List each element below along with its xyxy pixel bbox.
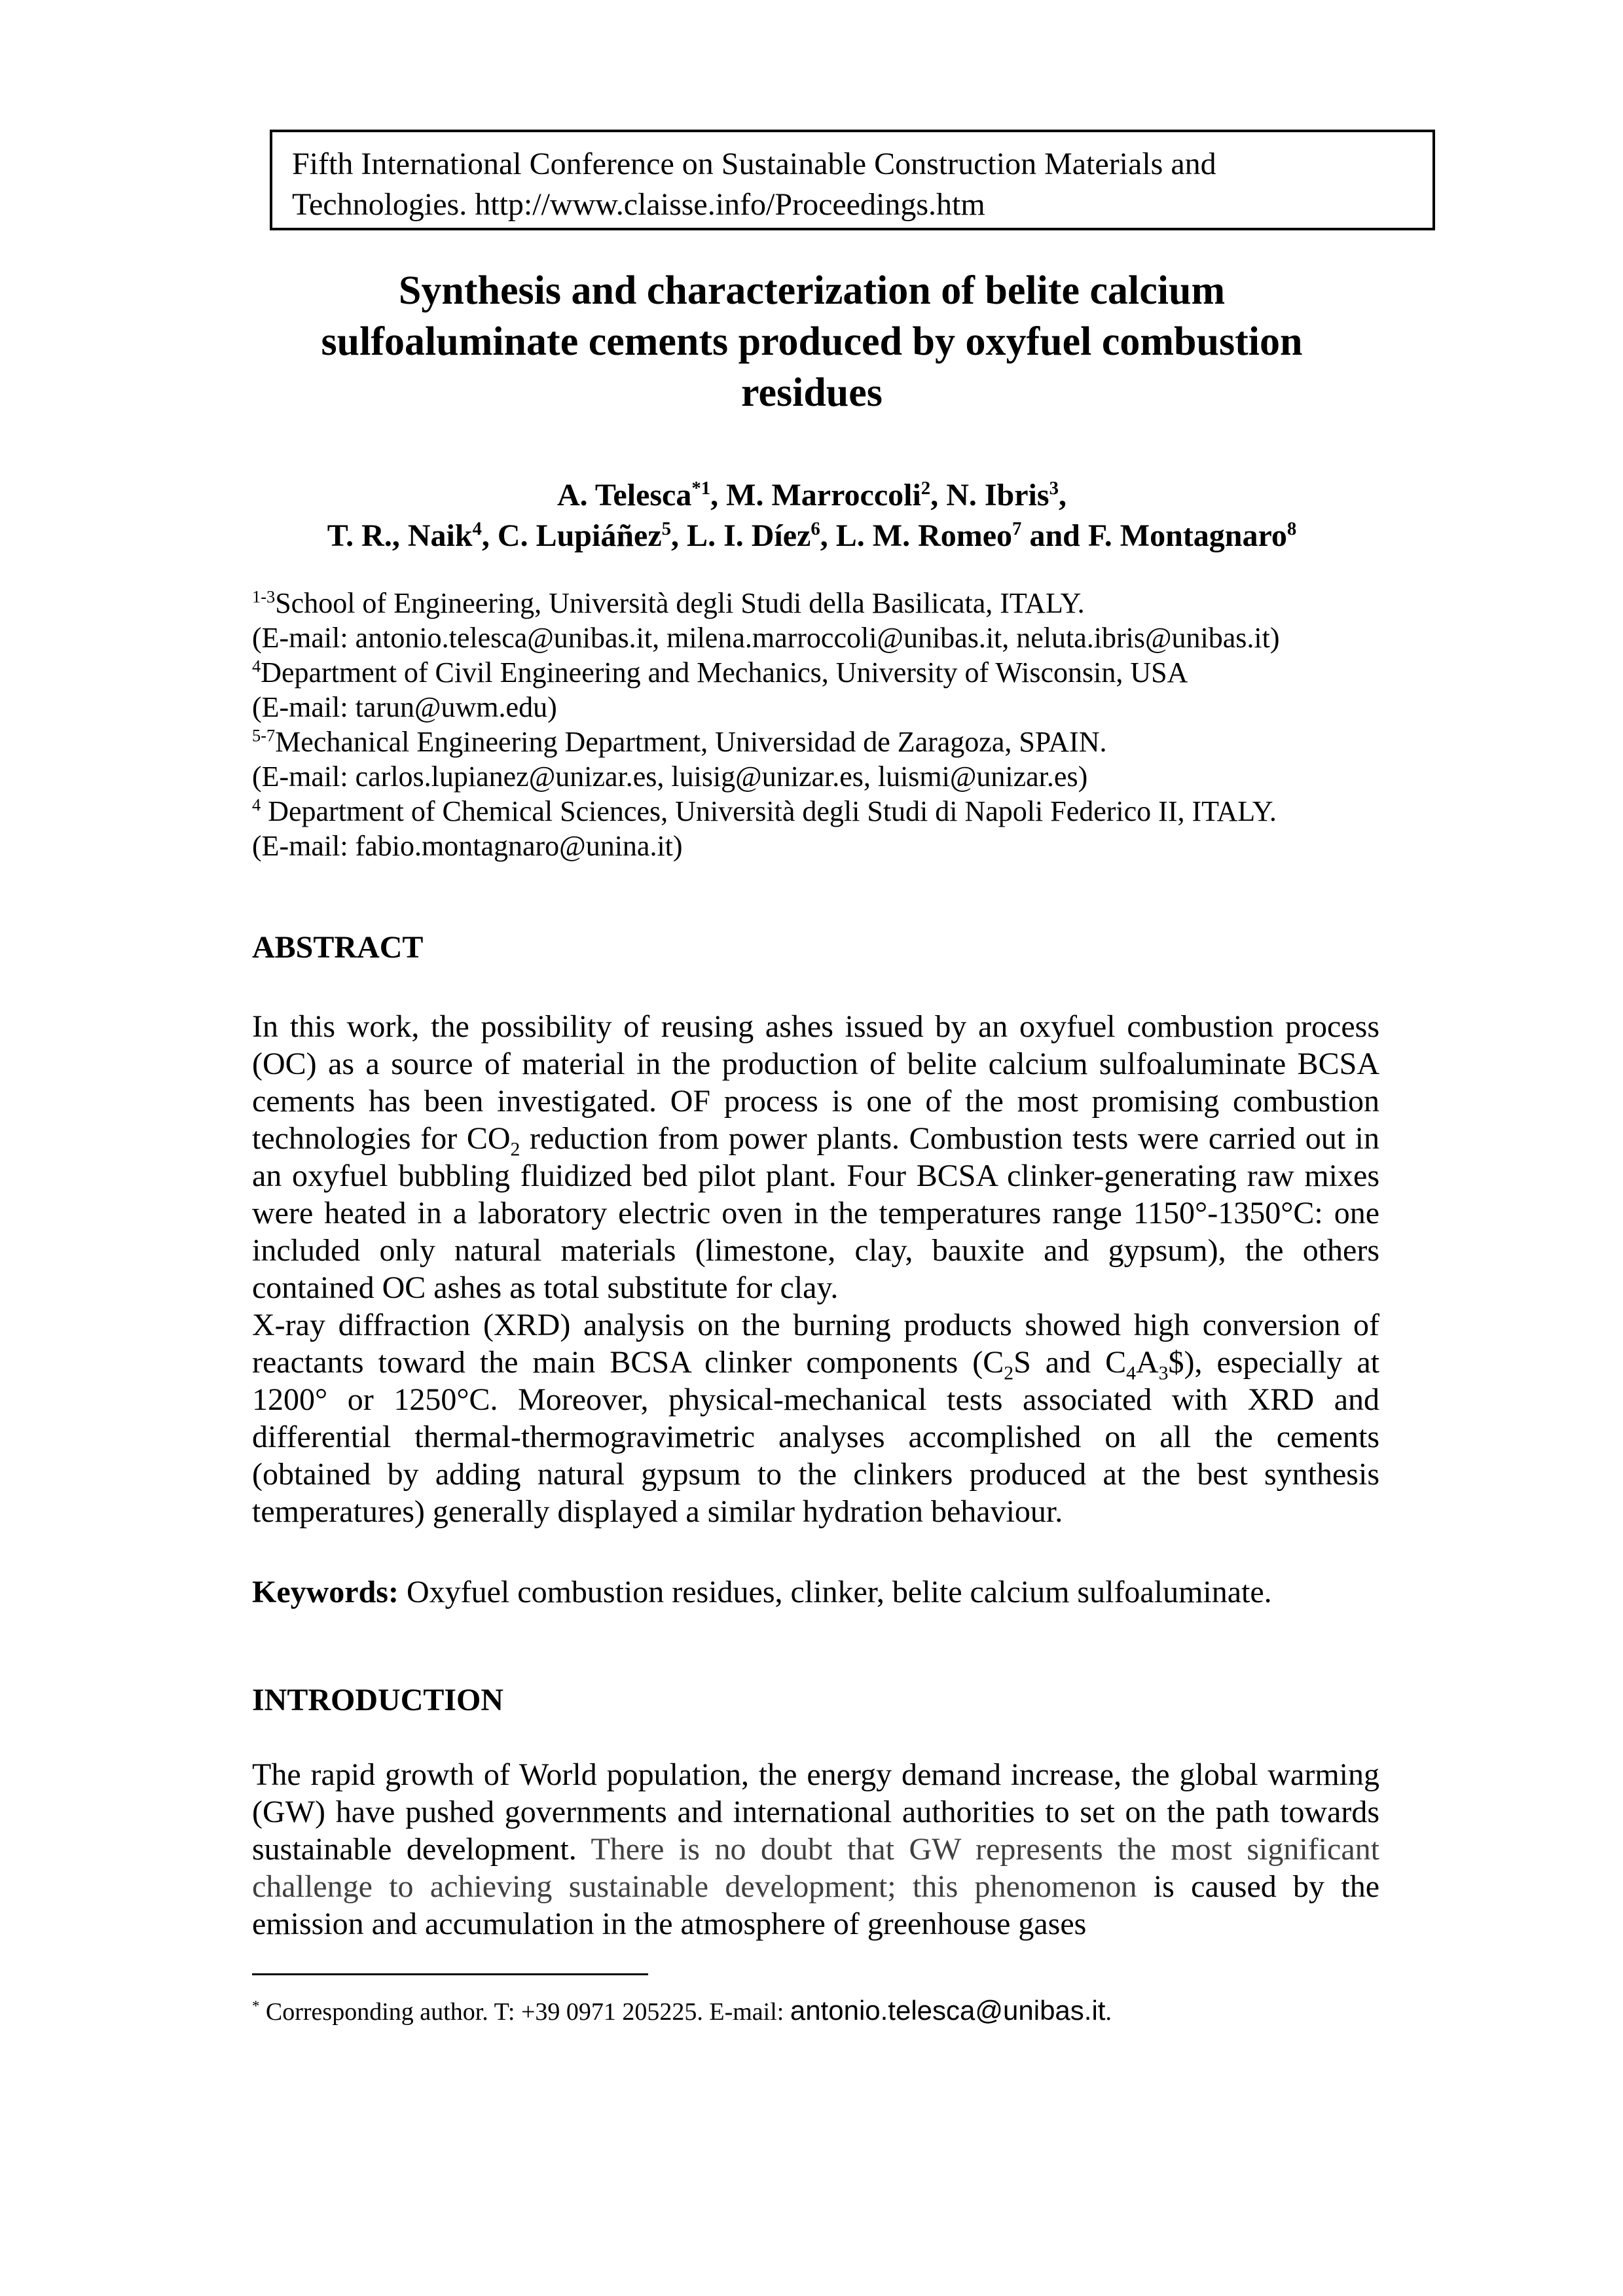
author-name: N. Ibris — [946, 478, 1049, 512]
author-sup: 7 — [1012, 518, 1022, 539]
affiliation-text: School of Engineering, Università degli Studi della Basilicata, ITALY. — [275, 587, 1085, 619]
author-sup: *1 — [691, 478, 711, 499]
affiliation-email-line — [252, 690, 1404, 725]
title-line-2: sulfoaluminate cements produced by oxyfuel combustion — [321, 319, 1303, 364]
conference-line-1: Fifth International Conference on Sustainable Construction Materials and — [292, 147, 1216, 181]
author-sup: 2 — [921, 478, 931, 499]
text-run: A — [1135, 1345, 1159, 1380]
text-run: is caused by the emission and accumulation in the atmosphere of greenhouse gases — [252, 1869, 1380, 1941]
affiliation-text: (E-mail: fabio.montagnaro@unina.it) — [252, 830, 683, 862]
affiliation-text: (E-mail: tarun@uwm.edu) — [252, 691, 557, 723]
affiliation-text: Mechanical Engineering Department, Universidad de Zaragoza, SPAIN. — [275, 726, 1107, 758]
text-run-grey: There is no doubt that GW represents the most significant challenge to achieving sustainable development; this phenomenon — [252, 1832, 1379, 1904]
author-name: M. Marroccoli — [726, 478, 921, 512]
author-sup: 8 — [1286, 518, 1297, 539]
affiliation-text: Department of Civil Engineering and Mechanics, University of Wisconsin, USA — [261, 656, 1188, 689]
conference-header-box — [270, 130, 1435, 230]
introduction-body — [252, 1756, 1379, 1943]
author-sup: 3 — [1049, 478, 1059, 499]
abstract-heading: ABSTRACT — [252, 930, 424, 965]
conference-line-2: Technologies. http://www.claisse.info/Proceedings.htm — [292, 187, 985, 222]
subscript: 2 — [1004, 1362, 1014, 1384]
author-sep: , — [671, 518, 687, 553]
affiliation-line — [252, 725, 1404, 759]
paper-title — [249, 265, 1375, 418]
author-name: A. Telesca — [557, 478, 692, 512]
affiliation-line — [252, 655, 1404, 690]
title-line-3: residues — [741, 370, 883, 415]
affiliation-sup: 1-3 — [252, 586, 276, 607]
author-name: T. R., Naik — [327, 518, 473, 553]
footnote-text: Corresponding author. T: +39 0971 205225. E-mail: — [259, 1998, 790, 2026]
author-sup: 5 — [661, 518, 672, 539]
author-sep: , — [930, 478, 947, 512]
affiliation-line — [252, 794, 1404, 829]
affiliation-text: (E-mail: carlos.lupianez@unizar.es, luisig@unizar.es, luismi@unizar.es) — [252, 761, 1088, 793]
author-sup: 4 — [472, 518, 482, 539]
affiliation-email-line — [252, 829, 1404, 863]
title-line-1: Synthesis and characterization of belite calcium — [398, 268, 1226, 313]
keywords-label: Keywords: — [252, 1575, 399, 1609]
affiliation-sup: 5-7 — [252, 725, 276, 745]
subscript: 2 — [510, 1138, 520, 1160]
author-name: L. M. Romeo — [835, 518, 1013, 553]
text-run: reduction from power plants. Combustion tests were carried out in an oxyfuel bubbling fluidized bed pilot plant. Four BCSA clinker-generating raw mixes were heated in a laboratory electric oven in the temperatures range 1150°-1350°C: one included only natural materials (limestone, clay, bauxite and gypsum), the others contained OC ashes as total substitute for clay. — [252, 1121, 1379, 1305]
author-sep: and — [1021, 518, 1088, 553]
subscript: 4 — [1126, 1362, 1136, 1384]
author-name: L. I. Díez — [687, 518, 811, 553]
author-sep: , — [1058, 478, 1067, 512]
affiliations — [252, 586, 1404, 863]
affiliation-email-line — [252, 620, 1404, 655]
keywords — [252, 1574, 1272, 1611]
author-sep: , — [820, 518, 836, 553]
affiliation-text: Department of Chemical Sciences, Università degli Studi di Napoli Federico II, ITALY. — [261, 795, 1277, 827]
affiliation-sup: 4 — [252, 795, 261, 815]
authors-line-2 — [249, 516, 1375, 556]
footnote-email: antonio.telesca@unibas.it — [790, 1995, 1106, 2026]
authors-line-1 — [249, 475, 1375, 516]
introduction-paragraph-1 — [252, 1756, 1379, 1943]
text-run: S and C — [1013, 1345, 1127, 1380]
text-run: $), especially at 1200° or 1250°C. Moreover, physical-mechanical tests associated with XRD and differential thermal-thermogravimetric analyses accomplished on all the cements (obtained by adding natural gypsum to the clinkers produced at the best synthesis temperatures) generally displayed a similar hydration behaviour. — [252, 1345, 1380, 1529]
abstract-body — [252, 1008, 1379, 1530]
text-run: In this work, the possibility of reusing ashes issued by an oxyfuel combustion process (OC) as a source of material in the production of belite calcium sulfoaluminate BCSA cements has been investigated. OF process is one of the most promising combustion technologies for CO — [252, 1009, 1379, 1156]
author-sep: , — [481, 518, 498, 553]
abstract-paragraph-1 — [252, 1008, 1379, 1306]
affiliation-line — [252, 586, 1404, 620]
text-run: X-ray diffraction (XRD) analysis on the burning products showed high conversion of reactants toward the main BCSA clinker components (C — [252, 1308, 1379, 1380]
footnote-divider — [252, 1973, 648, 1975]
keywords-text: Oxyfuel combustion residues, clinker, belite calcium sulfoaluminate. — [398, 1575, 1272, 1609]
introduction-heading: INTRODUCTION — [252, 1683, 504, 1717]
author-name: F. Montagnaro — [1087, 518, 1287, 553]
author-sup: 6 — [811, 518, 820, 539]
subscript: 3 — [1158, 1362, 1169, 1384]
author-name: C. Lupiáñez — [497, 518, 662, 553]
affiliation-sup: 4 — [252, 656, 261, 676]
footnote-end: . — [1105, 1998, 1112, 2026]
abstract-paragraph-2 — [252, 1306, 1379, 1530]
author-sep: , — [710, 478, 727, 512]
text-run: The rapid growth of World population, the energy demand increase, the global warming (GW) have pushed governments and international authorities to set on the path towards sustainable development. — [252, 1757, 1379, 1867]
author-list — [249, 475, 1375, 556]
footnote — [252, 1995, 1112, 2028]
affiliation-email-line — [252, 759, 1404, 794]
footnote-marker: * — [252, 1998, 260, 2015]
affiliation-text: (E-mail: antonio.telesca@unibas.it, milena.marroccoli@unibas.it, neluta.ibris@unibas.it) — [252, 622, 1280, 654]
